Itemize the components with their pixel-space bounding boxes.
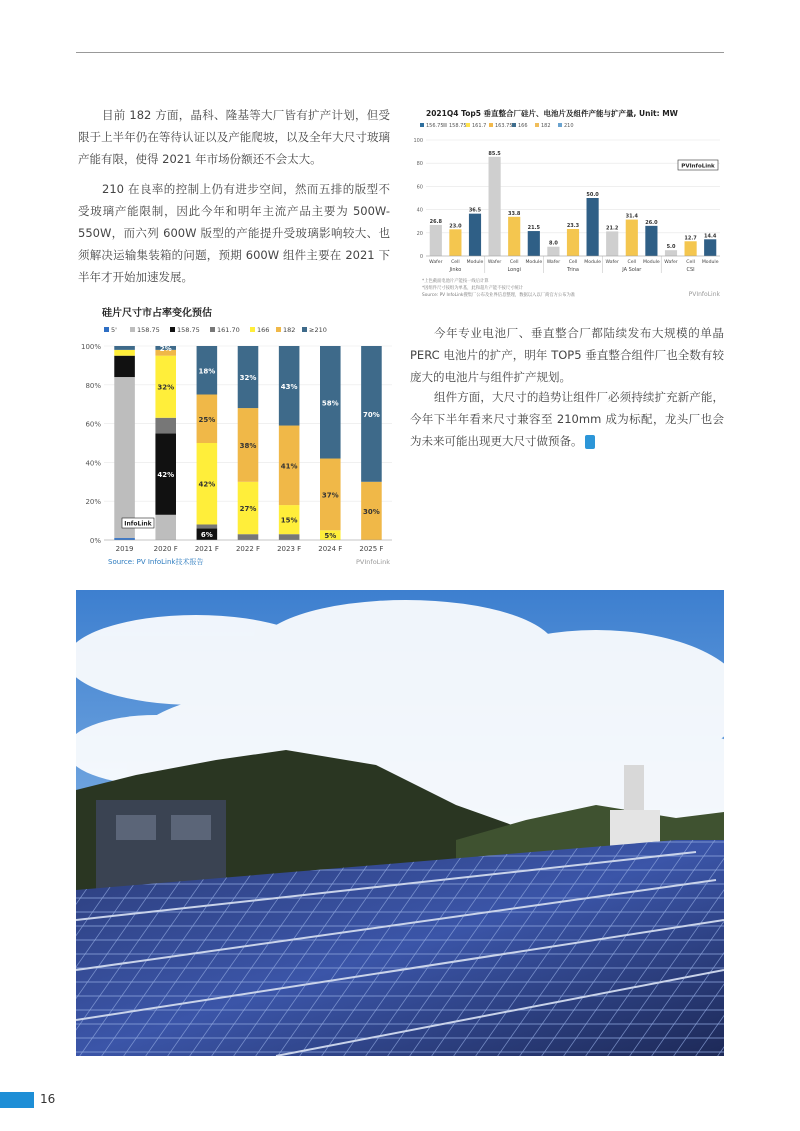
body-paragraph: 目前 182 方面，晶科、隆基等大厂皆有扩产计划，但受限于上半年仍在等待认证以及产能爬坡，以及全年大尺寸玻璃产能有限，使得 2021 年市场份额还不会太大。 [78,108,390,166]
group-label: Jinko [449,267,462,273]
x-tick-label: Wafer [429,260,443,265]
stacked-segment [114,350,135,356]
y-tick-label: 40 [416,207,423,214]
x-tick-label: Wafer [605,260,619,265]
stacked-segment [197,524,218,528]
x-tick-label: Wafer [487,260,502,265]
page-number: 16 [40,1092,56,1106]
watermark: PVInfoLink [688,291,720,298]
y-tick-label: 0 [419,254,423,260]
legend-label: 5' [111,326,117,334]
stacked-segment [114,356,135,377]
info-icon: i [585,435,595,449]
data-label: 42% [157,471,175,480]
group-label: Longi [507,267,521,273]
y-tick-label: 80% [85,381,101,390]
x-tick-label: 2022 F [235,545,261,553]
legend-label: 158.75 [177,326,200,334]
bar [508,217,520,256]
bar [665,250,677,256]
data-label: 38% [239,441,257,450]
body-paragraph: 今年专业电池厂、垂直整合厂都陆续发布大规模的单晶 PERC 电池片的扩产，明年 TOP5 垂直整合组件厂也全数有较庞大的电池片与组件扩产规划。 [410,326,724,384]
bar [626,220,638,256]
bar [547,247,559,256]
bar-value-label: 23.0 [449,223,462,230]
data-label: 6% [200,531,213,540]
x-tick-label: Cell [686,260,695,265]
legend-label: 210 [564,123,574,129]
watermark: PVInfoLink [356,558,390,566]
chart-title: 2021Q4 Top5 垂直整合厂硅片、电池片及组件产能与扩产量, Unit: MW [426,109,678,118]
solar-panel-photo [76,590,724,1056]
paragraph-text: 组件方面，大尺寸的趋势让组件厂必须持续扩充新产能，今年下半年看来尺寸兼容至 210mm 成为标配，龙头厂也会为未来可能出现更大尺寸做预备。 [410,390,724,448]
bar [587,198,599,256]
x-tick-label: Cell [627,260,637,265]
legend-swatch [558,123,562,127]
x-tick-label: 2023 F [277,545,302,553]
legend-label: 182 [541,123,551,129]
legend-swatch [535,123,539,127]
legend-swatch [512,123,516,127]
chart-title: 硅片尺寸市占率变化预估 [102,308,212,319]
x-tick-label: Module [525,260,543,265]
y-tick-label: 60% [85,420,101,429]
page-number-bar [0,1092,34,1108]
bar-value-label: 85.5 [488,150,501,157]
group-label: Trina [567,267,579,273]
bar [567,229,579,256]
bar-value-label: 21.2 [606,225,619,232]
legend-label: 182 [283,326,296,334]
legend-swatch [489,123,493,127]
data-label: 25% [198,415,216,424]
y-tick-label: 0% [89,537,101,545]
data-label: 43% [280,382,298,391]
x-tick-label: 2025 F [359,545,384,553]
bar-value-label: 36.5 [468,207,482,214]
bar-value-label: 26.8 [429,218,442,225]
stacked-segment [238,534,259,540]
y-tick-label: 100% [80,343,101,351]
legend-swatch [104,327,109,332]
legend-swatch [443,123,447,127]
y-tick-label: 100 [413,138,423,144]
x-tick-label: Cell [568,260,578,265]
bar-value-label: 31.4 [625,213,638,220]
bar-value-label: 12.7 [684,235,697,242]
bar-value-label: 26.0 [645,219,658,226]
data-label: 5% [324,532,337,541]
x-tick-label: Module [584,260,601,265]
legend-swatch [466,123,470,127]
legend-swatch [210,327,215,332]
legend-label: 166 [257,326,270,334]
bar [469,214,481,256]
stacked-segment [114,377,135,538]
data-label: 32% [157,383,175,392]
legend-label: 161.70 [217,326,240,334]
x-tick-label: 2021 F [194,545,219,553]
x-tick-label: Wafer [546,260,561,265]
bar [449,229,461,256]
bar [645,226,657,256]
bar-value-label: 50.0 [586,192,599,198]
legend-swatch [420,123,424,127]
x-tick-label: 2024 F [318,545,343,553]
y-tick-label: 80 [416,161,423,168]
data-label: 30% [363,507,380,516]
bar-value-label: 23.3 [566,222,580,229]
bar [704,239,716,256]
bar-value-label: 21.5 [527,225,540,232]
wafer-share-chart-svg [78,302,398,570]
legend-label: 158.75 [449,123,467,129]
data-label: 18% [198,367,216,376]
footnote: *上色截面电池片产能按一线后计算 [422,279,489,284]
legend-swatch [250,327,255,332]
data-label: 27% [239,504,257,513]
bar-value-label: 8.0 [548,240,558,247]
x-tick-label: Cell [509,260,519,265]
legend-label: 163.75 [495,123,513,129]
data-label: 70% [363,410,380,419]
logo-text: InfoLink [124,520,152,528]
capacity-chart [408,104,726,302]
legend-swatch [276,327,281,332]
wafer-share-chart [78,302,398,570]
legend-label: 156.75 [426,123,444,129]
header-rule [76,52,724,53]
bar [606,231,618,256]
group-label: CSI [686,267,695,273]
legend-swatch [130,327,135,332]
x-tick-label: 2020 F [153,545,178,553]
capacity-chart-svg [408,104,726,302]
legend-swatch [302,327,307,332]
group-label: JA Solar [622,267,642,273]
bar [489,157,501,256]
y-tick-label: 20 [416,230,423,237]
stacked-segment [279,534,300,540]
solar-panel-photo-svg [76,590,724,1056]
x-tick-label: Module [643,260,660,265]
data-label: 58% [321,399,339,408]
legend-label: 166 [518,123,528,129]
y-tick-label: 20% [85,498,101,507]
y-tick-label: 40% [85,459,101,468]
body-paragraph [410,386,724,452]
data-label: 37% [321,491,339,500]
x-tick-label: 2019 [115,545,134,553]
data-label: 32% [239,374,257,383]
stacked-segment [155,418,176,434]
bar [528,231,540,256]
x-tick-label: Module [701,260,719,265]
legend-label: 158.75 [137,326,160,334]
footnote: Source: PV InfoLink搜集厂公布及业界信息整理，数据以入以厂商官方公布为准 [422,293,576,298]
bar [430,225,442,256]
data-label: 2% [159,344,172,353]
x-tick-label: Module [466,260,484,265]
chart-source: Source: PV InfoLink技术报告 [108,558,204,566]
y-tick-label: 60 [416,184,423,191]
bar-value-label: 14.4 [704,233,717,240]
x-tick-label: Wafer [664,260,678,265]
stacked-segment [114,346,135,350]
data-label: 15% [280,516,298,525]
x-tick-label: Cell [451,260,460,265]
stacked-segment [155,515,176,540]
bar [685,241,697,256]
data-label: 42% [198,480,216,489]
data-label: 41% [280,462,298,471]
legend-swatch [170,327,175,332]
legend-label: ≥210 [309,326,327,334]
body-paragraph: 210 在良率的控制上仍有进步空间，然而五排的版型不受玻璃产能限制，因此今年和明年主流产品主要为 500W-550W，而六列 600W 版型的产能提升受玻璃影响较大、也须解决运输集装箱的问题，预期 600W 组件主要在 2021 下半年才开始加速发展。 [78,182,390,284]
bar-value-label: 33.8 [508,210,521,217]
legend-label: 161.7 [472,123,487,129]
logo-text: PVInfoLink [681,163,715,170]
footnote: *因组件尺寸按组为单基，此和超片产能不按尺寸统计 [422,286,523,291]
bar-value-label: 5.0 [666,244,676,251]
